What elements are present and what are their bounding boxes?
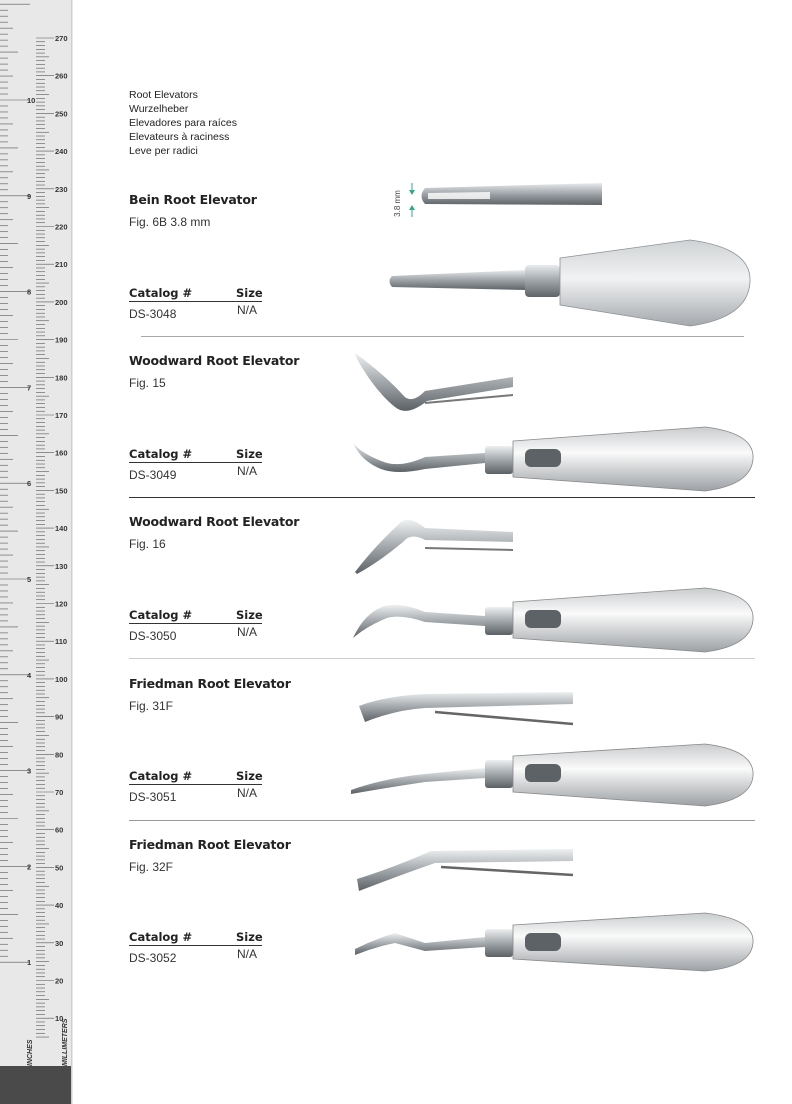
mm-label: 220 <box>55 222 68 232</box>
mm-label: 180 <box>55 373 68 383</box>
product-title: Woodward Root Elevator <box>129 514 300 529</box>
catalog-header: Catalog # <box>129 769 236 785</box>
catalog-header: Catalog # <box>129 608 236 624</box>
mm-label: 270 <box>55 34 68 43</box>
product-ds-3052 <box>129 837 291 874</box>
mm-label: 90 <box>55 712 64 722</box>
catalog-table <box>129 608 269 643</box>
product-title: Bein Root Elevator <box>129 192 257 207</box>
dimension-marker <box>392 181 422 219</box>
inch-label: 10 <box>27 96 36 105</box>
catalog-number: DS-3049 <box>129 468 177 482</box>
catalog-table <box>129 769 269 804</box>
catalog-table <box>129 447 269 482</box>
inch-label: 4 <box>27 670 32 680</box>
mm-label: 140 <box>55 524 68 534</box>
mm-label: 200 <box>55 297 68 307</box>
catalog-header: Catalog # <box>129 930 236 946</box>
catalog-table <box>129 286 269 321</box>
mm-label: 190 <box>55 335 68 345</box>
millimeters-label: MILLIMETERS <box>62 1018 69 1066</box>
product-figure: Fig. 6B 3.8 mm <box>129 215 211 229</box>
catalog-number: DS-3048 <box>129 307 177 321</box>
mm-label: 130 <box>55 561 68 571</box>
section-divider <box>129 658 755 659</box>
mm-label: 210 <box>55 260 68 270</box>
woodward-16-illustration <box>345 506 765 656</box>
mm-label: 80 <box>55 750 64 760</box>
category-name-fr: Elevateurs à raciness <box>129 131 230 143</box>
inch-label: 7 <box>27 383 32 393</box>
inches-label: INCHES <box>27 1039 34 1066</box>
size-value: N/A <box>237 625 258 639</box>
mm-label: 260 <box>55 71 68 81</box>
inch-label: 5 <box>27 575 32 584</box>
size-value: N/A <box>237 786 258 800</box>
mm-label: 160 <box>55 448 68 458</box>
mm-label: 240 <box>55 147 68 157</box>
category-name-it: Leve per radici <box>129 145 198 157</box>
mm-label: 50 <box>55 863 64 873</box>
mm-label: 120 <box>55 599 68 609</box>
mm-label: 230 <box>55 184 68 194</box>
mm-label: 250 <box>55 109 68 119</box>
dimension-label: 3.8 mm <box>392 190 402 217</box>
catalog-header: Catalog # <box>129 447 236 463</box>
inch-label: 9 <box>27 191 32 201</box>
size-header: Size <box>236 447 263 461</box>
mm-label: 40 <box>55 901 64 911</box>
mm-label: 170 <box>55 411 68 420</box>
catalog-number: DS-3050 <box>129 629 177 643</box>
product-figure: Fig. 32F <box>129 860 174 874</box>
inch-label: 6 <box>27 479 32 489</box>
product-figure: Fig. 16 <box>129 537 166 551</box>
product-figure: Fig. 15 <box>129 376 166 390</box>
inch-label: 2 <box>27 862 32 872</box>
product-title: Friedman Root Elevator <box>129 837 291 852</box>
ruler-scale <box>0 0 71 1070</box>
ruler <box>0 0 72 1104</box>
size-header: Size <box>236 930 263 944</box>
mm-label: 110 <box>55 637 68 647</box>
category-names <box>129 88 237 158</box>
size-header: Size <box>236 608 263 622</box>
mm-label: 100 <box>55 674 68 684</box>
catalog-header: Catalog # <box>129 286 236 302</box>
mm-label: 70 <box>55 788 64 797</box>
friedman-31f-illustration <box>345 682 765 822</box>
mm-label: 150 <box>55 486 68 496</box>
mm-label: 10 <box>55 1014 64 1024</box>
category-name-de: Wurzelheber <box>129 103 189 115</box>
inch-label: 1 <box>27 958 32 968</box>
size-value: N/A <box>237 464 258 478</box>
size-value: N/A <box>237 303 258 317</box>
mm-label: 60 <box>55 825 64 835</box>
ruler-footer-band <box>0 1066 71 1104</box>
product-figure: Fig. 31F <box>129 699 174 713</box>
product-ds-3051 <box>129 676 291 713</box>
catalog-number: DS-3051 <box>129 790 177 804</box>
size-header: Size <box>236 769 263 783</box>
mm-label: 30 <box>55 938 64 948</box>
product-title: Woodward Root Elevator <box>129 353 300 368</box>
product-title: Friedman Root Elevator <box>129 676 291 691</box>
product-ds-3050 <box>129 514 299 551</box>
category-name-en: Root Elevators <box>129 89 198 101</box>
size-header: Size <box>236 286 263 300</box>
category-name-es: Elevadores para raíces <box>129 117 237 129</box>
catalog-number: DS-3052 <box>129 951 177 965</box>
section-divider <box>129 497 755 498</box>
product-ds-3049 <box>129 353 299 390</box>
friedman-32f-illustration <box>345 843 765 983</box>
catalog-table <box>129 930 269 965</box>
size-value: N/A <box>237 947 258 961</box>
mm-label: 20 <box>55 976 64 986</box>
inch-label: 3 <box>27 766 32 776</box>
product-ds-3048 <box>129 192 257 229</box>
woodward-15-illustration <box>345 345 765 495</box>
inch-label: 8 <box>27 287 32 297</box>
